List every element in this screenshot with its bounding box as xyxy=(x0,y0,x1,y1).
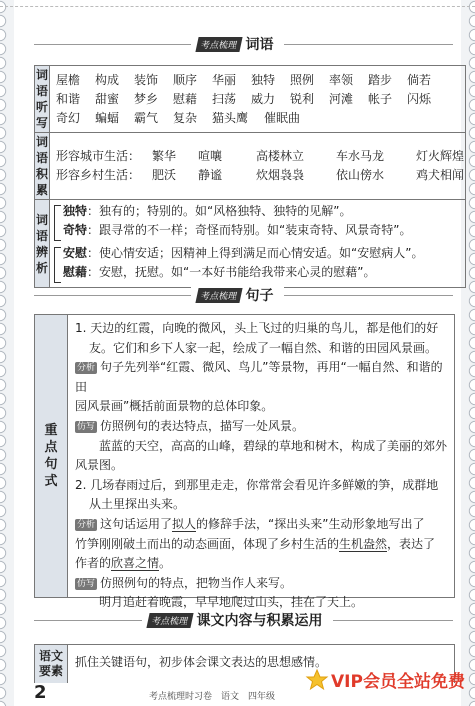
section-tag: 考点梳理 xyxy=(147,613,194,628)
analysis-para: 分析 句子先列举“红霞、微风、鸟儿”等景物，再用“一幅自然、和谐的田 xyxy=(75,360,443,394)
analysis-line: 慰藉：安慰，抚慰。如“一本好书能给我带来心灵的慰藉”。 xyxy=(63,264,376,279)
footer-text: 考点梳理时习卷 语文 四年级 xyxy=(149,692,276,702)
listen-word: 率领 xyxy=(329,72,354,87)
star-icon xyxy=(305,668,329,692)
listen-word: 锐利 xyxy=(290,91,315,106)
listen-row xyxy=(56,71,464,90)
listen-word: 威力 xyxy=(251,91,276,106)
section-title: 词语 xyxy=(246,34,278,54)
listen-word: 装饰 xyxy=(134,72,159,87)
sentence-label: 重 点 句 式 xyxy=(35,315,68,597)
listen-word: 慰藉 xyxy=(173,91,198,106)
listen-word: 和谐 xyxy=(56,91,81,106)
accum-row-village: 形容乡村生活： 肥沃 静谧 炊烟袅袅 依山傍水 鸡犬相闻 xyxy=(56,168,465,182)
language-elements-text: 抓住关键语句，初步体会课文表达的思想感情。 xyxy=(75,655,328,669)
language-elements-label: 语文 要素 xyxy=(35,645,68,683)
listen-label: 词 语 听 写 xyxy=(35,66,50,133)
section-header-sentences xyxy=(0,284,475,306)
analysis-cell xyxy=(50,200,466,288)
listen-word: 顺序 xyxy=(173,72,198,87)
analysis-label: 词 语 辨 析 xyxy=(35,200,50,288)
listen-row xyxy=(56,109,464,128)
left-scallop-border xyxy=(0,0,14,706)
listen-word: 扫荡 xyxy=(212,91,237,106)
accum-row-city: 形容城市生活： 繁华 喧嚷 高楼林立 车水马龙 灯火辉煌 xyxy=(56,149,465,163)
listen-word: 独特 xyxy=(251,72,276,87)
listen-word: 催眠曲 xyxy=(264,110,301,125)
listen-word: 闪烁 xyxy=(407,91,432,106)
listen-word: 照例 xyxy=(290,72,315,87)
section-header-content xyxy=(0,609,475,631)
sentence-body: 1. 天边的红霞，向晚的微风，头上飞过的归巢的鸟儿，都是他们的好 友。它们和乡下人家一起，绘成了一幅自然、和谐的田园风景画。 分析 句子先列举“红霞、微风、鸟儿”等景物，再用“一幅自然、和谐的田 园风景画”概括前面景物的总体印象。 仿写 仿照例句的表达特点，描写一处风景。 蓝蓝的天空，高高的山峰，碧绿的草地和树木，构成了美丽的郊外 风景图。 2. 几场春雨过后，到那里走走，你常常会看见许多鲜嫩的笋，成群地 从土里探出头来。 分析 这句话运用了拟人的修辞手法，“探出头来”生动形象地写出了 竹笋刚刚破土而出的动态画面，体现了乡村生活的生机盎然，表达了 作者的欣喜之情。 仿写 仿照例句的特点，把物当作人来写。 明月追赶着晚霞，早早地爬过山头，挂在了天上。 xyxy=(75,321,448,610)
listen-cell xyxy=(50,66,466,133)
analysis-line: 独特：独有的；特别的。如“风格独特、独特的见解”。 xyxy=(63,203,352,218)
section-tag: 考点梳理 xyxy=(196,37,243,52)
sentence-box xyxy=(34,314,455,610)
listen-word: 霸气 xyxy=(134,110,159,125)
top-divider xyxy=(0,6,475,7)
listen-word: 奇幻 xyxy=(56,110,81,125)
listen-word: 复杂 xyxy=(173,110,198,125)
listen-word: 构成 xyxy=(95,72,120,87)
section-title: 句子 xyxy=(246,285,278,305)
analysis-line: 安慰：使心情安适；因精神上得到满足而心情安适。如“安慰病人”。 xyxy=(63,245,424,260)
page-number: 2 xyxy=(34,682,47,703)
imitate-badge: 仿写 xyxy=(77,421,96,432)
accum-cell xyxy=(50,133,466,200)
listen-word: 帐子 xyxy=(368,91,393,106)
listen-word: 河滩 xyxy=(329,91,354,106)
listen-row xyxy=(56,90,464,109)
listen-word: 梦乡 xyxy=(134,91,159,106)
listen-word: 甜蜜 xyxy=(95,91,120,106)
listen-word: 踏步 xyxy=(368,72,393,87)
listen-word: 倘若 xyxy=(407,72,432,87)
analyze-badge: 分析 xyxy=(77,519,96,530)
vocabulary-table xyxy=(34,65,466,288)
listen-word: 蝙蝠 xyxy=(95,110,120,125)
imitate-para: 仿写 仿照例句的表达特点，描写一处风景。 xyxy=(77,418,305,433)
imitate-badge: 仿写 xyxy=(77,578,96,589)
section-header-words xyxy=(0,33,475,55)
analysis-line: 奇特：跟寻常的不一样；奇怪而特别。如“装束奇特、风景奇特”。 xyxy=(63,222,412,237)
imitate-para: 仿写 仿照例句的特点，把物当作人来写。 xyxy=(77,575,293,590)
analyze-badge: 分析 xyxy=(77,363,96,374)
listen-word: 华丽 xyxy=(212,72,237,87)
accum-label: 词语 积累 xyxy=(35,133,50,200)
vip-watermark[interactable]: VIP会员全站免费 xyxy=(305,667,465,692)
section-title: 课文内容与积累运用 xyxy=(197,610,327,630)
listen-word: 猫头鹰 xyxy=(212,110,249,125)
analysis-para: 分析 这句话运用了拟人的修辞手法，“探出头来”生动形象地写出了 xyxy=(77,516,425,531)
listen-word: 屋檐 xyxy=(56,72,81,87)
section-tag: 考点梳理 xyxy=(196,288,243,303)
